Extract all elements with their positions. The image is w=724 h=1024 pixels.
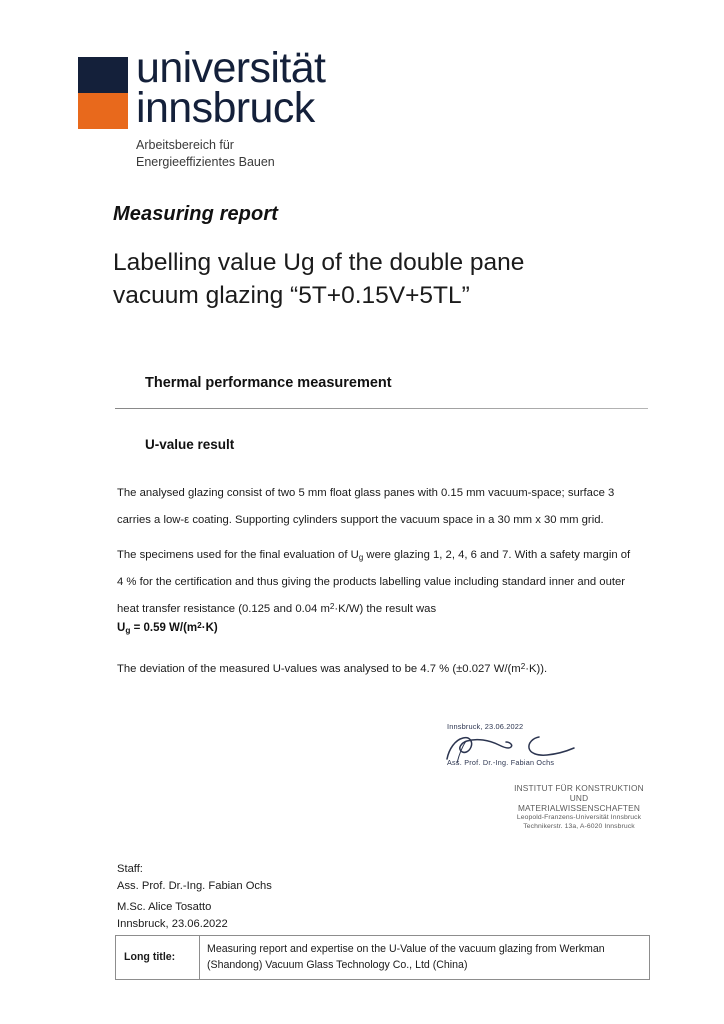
staff-label: Staff: xyxy=(117,863,143,875)
stamp-line-1: INSTITUT FÜR KONSTRUKTION UND xyxy=(514,783,644,803)
logo-subtitle xyxy=(136,137,275,170)
paragraph-2-line-1-post: were glazing 1, 2, 4, 6 and 7. With a safety margin of xyxy=(363,549,631,561)
logo-squares xyxy=(78,57,128,129)
stamp-line-3: Leopold-Franzens-Universität Innsbruck xyxy=(516,814,642,821)
paragraph-3-pre: The deviation of the measured U-values was analysed to be 4.7 % (±0.027 W/(m xyxy=(117,663,521,675)
university-logo xyxy=(78,44,498,173)
paragraph-2-line-1-pre: The specimens used for the final evaluation of U xyxy=(117,549,359,561)
long-title-value-line-2: (Shandong) Vacuum Glass Technology Co., Ltd (China) xyxy=(207,959,468,971)
paragraph-3-line-1 xyxy=(117,656,650,683)
paragraph-2-line-3-pre: heat transfer resistance (0.125 and 0.04 m xyxy=(117,603,330,615)
signature-block xyxy=(447,722,657,777)
long-title-label: Long title: xyxy=(116,936,200,980)
subsection-heading: U-value result xyxy=(145,437,235,452)
section-divider xyxy=(115,408,648,409)
signature-place-date: Innsbruck, 23.06.2022 xyxy=(447,722,524,731)
logo-square-navy xyxy=(78,57,128,93)
result-square-superscript: 2 xyxy=(197,620,202,630)
result-post: ·K) xyxy=(201,622,218,634)
result-mid: = 0.59 W/(m xyxy=(130,622,198,634)
long-title-table xyxy=(115,935,650,980)
staff-block xyxy=(117,861,272,933)
paragraph-glazing-description xyxy=(117,480,650,534)
paragraph-1-line-2: carries a low-ε coating. Supporting cylinders support the vacuum space in a 30 mm x 30 mm grid. xyxy=(117,514,604,526)
page-title-line-1: Labelling value Ug of the double pane xyxy=(113,249,525,276)
long-title-value xyxy=(200,936,650,980)
staff-place-date: Innsbruck, 23.06.2022 xyxy=(117,918,228,930)
paragraph-1-line-1: The analysed glazing consist of two 5 mm float glass panes with 0.15 mm vacuum-space; surface 3 xyxy=(117,487,615,499)
signature-name: Ass. Prof. Dr.-Ing. Fabian Ochs xyxy=(447,758,555,767)
staff-person-2: M.Sc. Alice Tosatto xyxy=(117,901,212,913)
paragraph-2-line-2: 4 % for the certification and thus giving the products labelling value including standard inner and outer xyxy=(117,576,626,588)
paragraph-2-line-3 xyxy=(117,596,650,623)
section-heading: Thermal performance measurement xyxy=(145,375,392,391)
page-title xyxy=(113,246,603,312)
institute-stamp xyxy=(504,783,654,831)
square-superscript: 2 xyxy=(329,601,335,611)
logo-wordmark xyxy=(136,44,326,132)
paragraph-2-line-1 xyxy=(117,542,650,569)
long-title-value-line-1: Measuring report and expertise on the U-Value of the vacuum glazing from Werkman xyxy=(207,943,605,955)
logo-subtitle-line-1: Arbeitsbereich für xyxy=(136,138,234,152)
report-kind-heading: Measuring report xyxy=(113,203,278,225)
ug-subscript: g xyxy=(358,553,364,563)
paragraph-3-post: ·K)). xyxy=(525,663,548,675)
logo-square-orange xyxy=(78,93,128,129)
paragraph-2-line-3-post: ·K/W) the result was xyxy=(334,603,437,615)
staff-person-1: Ass. Prof. Dr.-Ing. Fabian Ochs xyxy=(117,880,272,892)
paragraph-specimens-description xyxy=(117,542,650,623)
page-title-line-2: vacuum glazing “5T+0.15V+5TL” xyxy=(113,282,470,309)
table-row xyxy=(116,936,650,980)
logo-wordmark-line-2: innsbruck xyxy=(136,84,315,132)
stamp-line-4: Technikerstr. 13a, A-6020 Innsbruck xyxy=(523,823,635,830)
logo-wordmark-line-1: universität xyxy=(136,44,326,92)
deviation-square-superscript: 2 xyxy=(520,661,526,671)
stamp-line-2: MATERIALWISSENSCHAFTEN xyxy=(517,803,641,813)
logo-subtitle-line-2: Energieeffizientes Bauen xyxy=(136,154,275,169)
result-pre: U xyxy=(117,622,126,634)
paragraph-deviation xyxy=(117,656,650,683)
result-ug-subscript: g xyxy=(125,626,131,636)
u-value-result xyxy=(117,622,218,634)
